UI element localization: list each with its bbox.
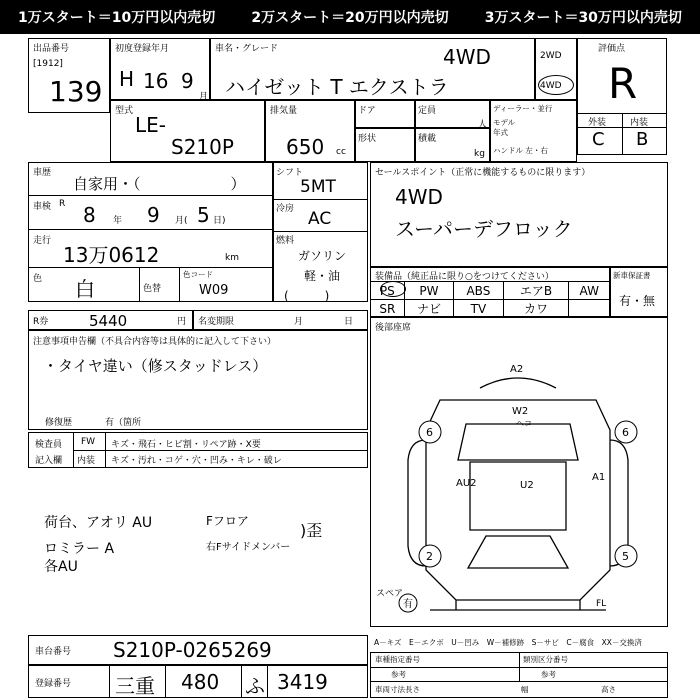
capacity-label: 定員 — [418, 106, 437, 116]
lot-label: 出品番号 — [33, 44, 70, 54]
shape-label: 形状 — [358, 134, 377, 144]
footer-height: 高さ — [601, 685, 616, 694]
equip-tv: TV — [454, 300, 503, 318]
model-box — [110, 100, 265, 162]
inspection-label: 車検 — [33, 202, 52, 212]
ac-label: 冷房 — [276, 204, 295, 214]
model-prefix: LE- — [135, 113, 166, 137]
shift-value: 5MT — [300, 177, 336, 197]
displacement-label: 排気量 — [270, 106, 298, 116]
door-label: ドア — [358, 106, 376, 116]
footer-ref1: 参考 — [391, 670, 406, 679]
recycle-value: 5440 — [89, 312, 128, 330]
inspection-m-unit: 月( — [175, 216, 188, 226]
score-ext-label: 外装 — [588, 118, 607, 128]
dealer-line2: モデル — [493, 118, 516, 127]
car-name-label: 車名・グレード — [215, 44, 279, 54]
recycle-box — [28, 310, 193, 330]
auction-banner — [0, 0, 700, 34]
hw-note-b3: )歪 — [300, 521, 323, 540]
hw-note-b1: Fフロア — [206, 514, 249, 528]
repair-value: 有（箇所 — [105, 418, 142, 428]
car-drive: 4WD — [443, 45, 491, 69]
lot-box — [28, 38, 110, 113]
tire-rear-left-value: 2 — [426, 550, 433, 563]
history-value: 自家用・（ ） — [73, 175, 246, 193]
equip-ps: PS — [371, 282, 405, 300]
tax-day-unit: 日 — [344, 317, 354, 327]
shift-label: シフト — [276, 168, 304, 178]
hw-note-a3: 各AU — [44, 559, 78, 575]
score-int-label: 内装 — [630, 118, 649, 128]
color-value: 白 — [75, 277, 95, 301]
cab-roof — [470, 462, 566, 530]
inspection-y-unit: 年 — [113, 216, 123, 226]
color-repaint-label: 色替 — [143, 284, 162, 294]
notes-line1: ・タイヤ違い（修スタッドレス） — [43, 357, 268, 375]
mileage-value: 13万0612 — [63, 243, 160, 267]
fuel-label: 燃料 — [276, 236, 295, 246]
inspector-fw-items: キズ・飛石・ヒビ割・リペア跡・X要 — [111, 440, 261, 450]
footer-class-no: 類別区分番号 — [523, 655, 568, 664]
footer-ref2: 参考 — [541, 670, 556, 679]
rear-seat-label: 後部座席 — [375, 323, 412, 333]
plate-num1: 480 — [181, 670, 220, 694]
banner-item-3: 3万スタート＝30万円以内売切 — [484, 10, 682, 26]
notes-box — [28, 330, 368, 430]
capacity-unit: 人 — [478, 120, 488, 130]
hw-note-a1: 荷台、アオリ AU — [44, 515, 153, 531]
displacement-value: 650 — [286, 135, 325, 159]
label-w2-dent: ヘコ — [516, 419, 532, 428]
equipment-label: 装備品（純正品に限り○をつけてください） — [375, 272, 554, 282]
new-warranty-label: 新車保証書 — [613, 271, 651, 280]
ac-value: AC — [308, 209, 332, 229]
selling-points-line2: スーパーデフロック — [395, 217, 573, 241]
reg-date-label: 初度登録年月 — [115, 44, 170, 54]
car-name-box — [210, 38, 535, 100]
label-au2: AU2 — [456, 478, 477, 489]
inspector-int-items: キズ・汚れ・コゲ・穴・凹み・キレ・破レ — [111, 456, 282, 466]
selling-points-label: セールスポイント（正常に機能するものに限ります） — [375, 168, 591, 178]
recycle-unit: 円 — [177, 317, 187, 327]
score-value: R — [608, 59, 638, 108]
lot-code: [1912] — [33, 59, 63, 69]
windshield — [458, 424, 578, 460]
fuel-gas: ガソリン — [298, 249, 347, 263]
reg-date-box — [110, 38, 210, 100]
new-warranty-box — [610, 267, 668, 317]
plate-kana: ふ — [245, 674, 265, 698]
recycle-label: R券 — [33, 317, 49, 327]
displacement-box — [265, 100, 355, 162]
model-label: 型式 — [115, 106, 134, 116]
dealer-box — [490, 100, 577, 162]
door-box — [355, 100, 415, 128]
footer-length: 車両寸法長さ — [375, 685, 420, 694]
reg-date-era: H — [119, 67, 135, 91]
equip-ps-circle — [380, 281, 406, 297]
wd-2: 2WD — [540, 51, 562, 61]
drivetrain-box — [273, 162, 368, 302]
inspector-fw: FW — [81, 437, 96, 447]
front-bumper-arc — [480, 378, 556, 388]
label-spare: スペア — [376, 589, 404, 599]
notes-label: 注意事項申告欄（不具合内容等は具体的に記入して下さい） — [33, 337, 277, 347]
label-a2: A2 — [510, 364, 524, 375]
color-label: 色 — [33, 274, 43, 284]
wd-4-circle — [538, 75, 574, 95]
model-value: S210P — [171, 135, 234, 159]
label-a1: A1 — [592, 472, 606, 483]
inspection-year: 8 — [83, 203, 96, 227]
vehicle-info-box — [28, 162, 273, 302]
car-diagram — [370, 340, 668, 630]
inspector-label1: 検査員 — [35, 440, 63, 450]
plate-pref: 三重 — [115, 674, 155, 698]
tire-front-left-value: 6 — [426, 426, 433, 439]
tax-box — [193, 310, 368, 330]
hw-note-a2: ロミラー A — [44, 541, 115, 557]
chassis-label: 車台番号 — [35, 647, 72, 657]
color-code: W09 — [199, 283, 229, 298]
equip-abs: ABS — [454, 282, 503, 300]
inspection-month: 9 — [147, 203, 160, 227]
dealer-line1: ディーラー・並行 — [493, 104, 553, 113]
chassis-box — [28, 635, 368, 665]
tire-front-right-value: 6 — [622, 426, 629, 439]
shape-box — [355, 128, 415, 162]
equip-pw: PW — [404, 282, 454, 300]
diagram-legend: A－キズ E－エクボ U－凹み W－補修跡 S－サビ C－腐食 XX－交換済 — [374, 638, 642, 647]
car-name-value: ハイゼット T エクストラ — [225, 75, 449, 99]
equip-sr: SR — [371, 300, 405, 318]
plate-num2: 3419 — [277, 670, 328, 694]
chassis-value: S210P-0265269 — [113, 638, 272, 662]
label-fl: FL — [596, 599, 607, 609]
equip-leather: カワ — [503, 300, 569, 318]
score-ext: C — [592, 129, 605, 150]
load-unit: kg — [474, 149, 485, 159]
equip-navi: ナビ — [404, 300, 454, 318]
load-box — [415, 128, 490, 162]
inspection-day: 5 — [197, 203, 210, 227]
inspection-era: R — [59, 199, 66, 209]
history-label: 車歴 — [33, 168, 52, 178]
score-int: B — [636, 129, 649, 150]
selling-points-box — [370, 162, 668, 267]
repair-label: 修復歴 — [45, 418, 73, 428]
footer-vehicle-no: 車種指定番号 — [375, 655, 420, 664]
lot-number: 139 — [49, 75, 103, 108]
dealer-line4: ハンドル 左・右 — [493, 146, 548, 155]
equip-airbag: エアB — [503, 282, 569, 300]
dealer-line3: 年式 — [493, 128, 508, 137]
equipment-grid — [370, 281, 610, 318]
mileage-label: 走行 — [33, 236, 52, 246]
hw-note-b2: 右Fサイドメンバー — [206, 542, 291, 553]
car-outline — [426, 400, 610, 600]
footer-width: 幅 — [521, 685, 529, 694]
wd-4: 4WD — [540, 81, 562, 91]
selling-points-line1: 4WD — [395, 185, 443, 209]
label-w2: W2 — [512, 406, 529, 417]
label-spare-mark: 有 — [403, 599, 413, 610]
bed-outline — [468, 536, 568, 568]
new-warranty-value: 有・無 — [619, 294, 656, 308]
reg-date-month: 9 — [181, 69, 194, 93]
score-box — [577, 38, 667, 155]
equip-aw: AW — [569, 282, 610, 300]
inspector-int: 内装 — [77, 456, 96, 466]
tax-label: 名変期限 — [198, 317, 235, 327]
banner-item-1: 1万スタート＝10万円以内売切 — [18, 10, 216, 26]
inspection-d-unit: 日) — [213, 216, 226, 226]
mileage-unit: km — [225, 253, 239, 263]
displacement-unit: cc — [336, 147, 346, 157]
capacity-box — [415, 100, 490, 128]
tax-month-unit: 月 — [294, 317, 304, 327]
plate-box — [28, 665, 368, 698]
banner-item-2: 2万スタート＝20万円以内売切 — [251, 10, 449, 26]
reg-date-month-unit: 月 — [199, 92, 209, 102]
fuel-other: ( ) — [284, 289, 330, 303]
plate-label: 登録番号 — [35, 679, 72, 689]
load-label: 積載 — [418, 134, 437, 144]
tire-rear-right-value: 5 — [622, 550, 629, 563]
inspector-box — [28, 432, 368, 468]
label-u2: U2 — [520, 480, 534, 491]
fuel-light-oil: 軽・油 — [304, 269, 341, 283]
inspector-label2: 記入欄 — [35, 456, 63, 466]
footer-box — [370, 652, 668, 698]
score-label: 評価点 — [598, 44, 626, 54]
reg-date-year: 16 — [143, 69, 169, 93]
color-code-label: 色コード — [183, 270, 213, 279]
